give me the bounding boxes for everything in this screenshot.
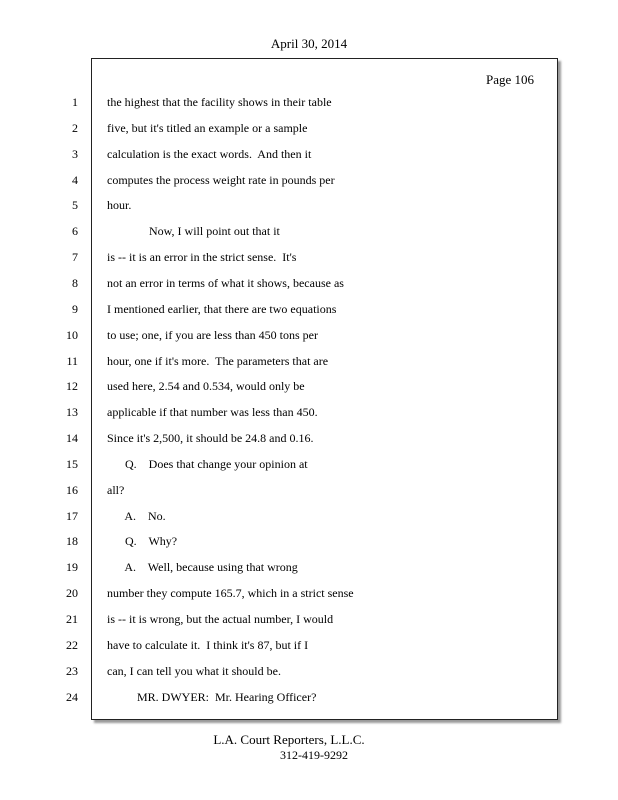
line-number: 10 <box>66 328 78 342</box>
line-number: 19 <box>66 560 78 574</box>
line-number: 18 <box>66 534 78 548</box>
line-text: five, but it's titled an example or a sample <box>107 121 308 135</box>
line-number: 5 <box>72 198 78 212</box>
line-text: used here, 2.54 and 0.534, would only be <box>107 379 305 393</box>
line-number: 14 <box>66 431 78 445</box>
line-text: Since it's 2,500, it should be 24.8 and 0.16. <box>107 431 314 445</box>
line-text: to use; one, if you are less than 450 tons per <box>107 328 318 342</box>
line-text: is -- it is wrong, but the actual number, I would <box>107 612 334 626</box>
line-number: 7 <box>72 250 78 264</box>
line-text: Q. Why? <box>107 534 178 548</box>
line-number: 11 <box>66 354 78 368</box>
line-number: 23 <box>66 664 78 678</box>
line-number: 2 <box>72 121 78 135</box>
line-number: 16 <box>66 483 78 497</box>
footer-company: L.A. Court Reporters, L.L.C. <box>213 732 365 747</box>
line-number: 4 <box>72 173 78 187</box>
line-number: 1 <box>72 95 78 109</box>
page-number: Page 106 <box>485 72 534 87</box>
line-number: 3 <box>72 147 78 161</box>
line-number: 24 <box>66 690 78 704</box>
line-number: 12 <box>66 379 78 393</box>
line-number: 21 <box>66 612 78 626</box>
line-text: calculation is the exact words. And then it <box>107 147 312 161</box>
line-text: all? <box>107 483 125 497</box>
line-text: A. No. <box>107 509 166 523</box>
line-text: is -- it is an error in the strict sense. It's <box>107 250 297 264</box>
line-text: A. Well, because using that wrong <box>107 560 298 574</box>
line-text: not an error in terms of what it shows, because as <box>107 276 344 290</box>
line-number: 15 <box>66 457 78 471</box>
line-text: Q. Does that change your opinion at <box>107 457 308 471</box>
line-text: number they compute 165.7, which in a strict sense <box>107 586 354 600</box>
line-number: 8 <box>72 276 78 290</box>
footer-phone: 312-419-9292 <box>280 748 348 762</box>
line-text: can, I can tell you what it should be. <box>107 664 281 678</box>
line-text: MR. DWYER: Mr. Hearing Officer? <box>107 690 317 704</box>
line-number: 13 <box>66 405 78 419</box>
line-text: computes the process weight rate in pounds per <box>107 173 335 187</box>
line-number: 17 <box>66 509 78 523</box>
line-text: applicable if that number was less than 450. <box>107 405 318 419</box>
line-text: hour. <box>107 198 132 212</box>
transcript-date: April 30, 2014 <box>270 36 348 51</box>
line-number: 22 <box>66 638 78 652</box>
line-text: I mentioned earlier, that there are two equations <box>107 302 337 316</box>
line-number: 9 <box>72 302 78 316</box>
line-text: have to calculate it. I think it's 87, but if I <box>107 638 309 652</box>
line-text: Now, I will point out that it <box>107 224 280 238</box>
line-text: hour, one if it's more. The parameters that are <box>107 354 329 368</box>
line-text: the highest that the facility shows in their table <box>107 95 332 109</box>
line-number: 6 <box>72 224 78 238</box>
line-number: 20 <box>66 586 78 600</box>
